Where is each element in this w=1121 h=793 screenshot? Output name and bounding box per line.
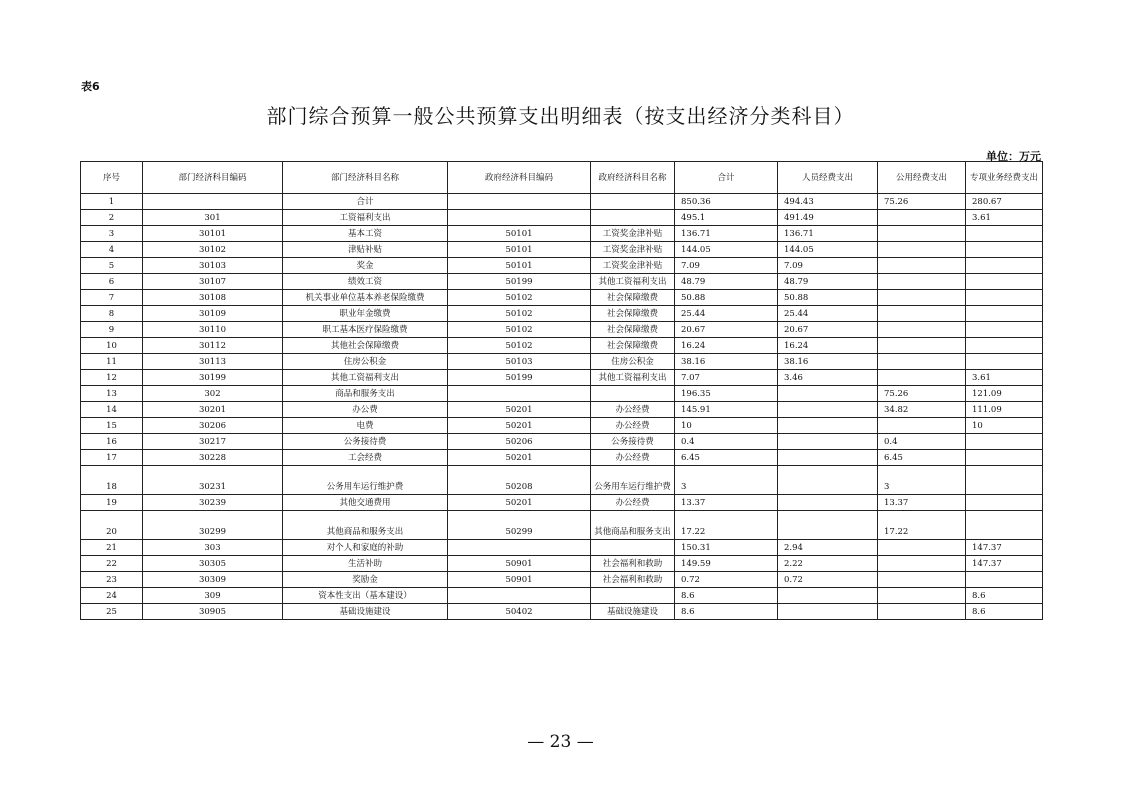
table-cell: 30201 bbox=[143, 402, 283, 418]
table-cell bbox=[966, 258, 1043, 274]
table-row bbox=[81, 556, 1043, 572]
table-cell bbox=[778, 511, 878, 540]
table-row bbox=[81, 434, 1043, 450]
table-cell: 生活补助 bbox=[283, 556, 448, 572]
table-cell: 50102 bbox=[448, 306, 591, 322]
table-cell: 20.67 bbox=[778, 322, 878, 338]
table-cell: 7 bbox=[81, 290, 143, 306]
table-row bbox=[81, 370, 1043, 386]
table-cell bbox=[878, 242, 966, 258]
table-cell: 5 bbox=[81, 258, 143, 274]
table-cell bbox=[878, 306, 966, 322]
table-cell bbox=[778, 402, 878, 418]
table-cell: 奖金 bbox=[283, 258, 448, 274]
table-cell: 50.88 bbox=[778, 290, 878, 306]
table-cell: 19 bbox=[81, 495, 143, 511]
table-cell: 121.09 bbox=[966, 386, 1043, 402]
table-cell: 30113 bbox=[143, 354, 283, 370]
table-cell: 50201 bbox=[448, 495, 591, 511]
table-cell bbox=[966, 274, 1043, 290]
header-cell: 合计 bbox=[675, 162, 778, 194]
table-cell: 38.16 bbox=[675, 354, 778, 370]
table-cell bbox=[878, 604, 966, 620]
table-cell: 280.67 bbox=[966, 194, 1043, 210]
table-cell bbox=[966, 338, 1043, 354]
table-cell: 24 bbox=[81, 588, 143, 604]
table-cell: 30231 bbox=[143, 466, 283, 495]
table-cell: 办公经费 bbox=[591, 450, 675, 466]
table-cell bbox=[778, 450, 878, 466]
table-cell: 136.71 bbox=[675, 226, 778, 242]
table-cell: 社会保障缴费 bbox=[591, 290, 675, 306]
table-cell bbox=[878, 322, 966, 338]
table-cell: 495.1 bbox=[675, 210, 778, 226]
table-cell: 30107 bbox=[143, 274, 283, 290]
table-row bbox=[81, 194, 1043, 210]
table-row bbox=[81, 290, 1043, 306]
table-cell: 25.44 bbox=[675, 306, 778, 322]
table-cell bbox=[448, 194, 591, 210]
table-cell: 30101 bbox=[143, 226, 283, 242]
table-cell: 30299 bbox=[143, 511, 283, 540]
table-cell: 30206 bbox=[143, 418, 283, 434]
header-cell: 公用经费支出 bbox=[878, 162, 966, 194]
table-cell: 494.43 bbox=[778, 194, 878, 210]
table-cell bbox=[966, 495, 1043, 511]
table-cell: 办公经费 bbox=[591, 495, 675, 511]
table-cell bbox=[878, 338, 966, 354]
table-cell: 17.22 bbox=[878, 511, 966, 540]
table-cell: 其他工资福利支出 bbox=[591, 370, 675, 386]
table-cell: 3 bbox=[878, 466, 966, 495]
table-row bbox=[81, 402, 1043, 418]
table-cell: 50102 bbox=[448, 338, 591, 354]
table-cell: 75.26 bbox=[878, 386, 966, 402]
table-cell: 18 bbox=[81, 466, 143, 495]
table-cell: 社会福利和救助 bbox=[591, 572, 675, 588]
table-cell: 17 bbox=[81, 450, 143, 466]
table-cell: 16 bbox=[81, 434, 143, 450]
table-cell: 基本工资 bbox=[283, 226, 448, 242]
table-cell: 职工基本医疗保险缴费 bbox=[283, 322, 448, 338]
table-row bbox=[81, 495, 1043, 511]
table-cell: 10 bbox=[81, 338, 143, 354]
table-cell: 办公经费 bbox=[591, 418, 675, 434]
table-cell: 8.6 bbox=[675, 604, 778, 620]
table-cell: 50901 bbox=[448, 556, 591, 572]
table-row bbox=[81, 466, 1043, 495]
table-cell: 对个人和家庭的补助 bbox=[283, 540, 448, 556]
table-cell bbox=[966, 306, 1043, 322]
table-cell: 公务接待费 bbox=[283, 434, 448, 450]
table-cell bbox=[778, 495, 878, 511]
header-cell: 序号 bbox=[81, 162, 143, 194]
table-cell: 50901 bbox=[448, 572, 591, 588]
table-row bbox=[81, 258, 1043, 274]
table-cell: 20 bbox=[81, 511, 143, 540]
table-cell: 150.31 bbox=[675, 540, 778, 556]
table-cell: 1 bbox=[81, 194, 143, 210]
table-cell bbox=[878, 210, 966, 226]
table-cell: 30110 bbox=[143, 322, 283, 338]
table-row bbox=[81, 572, 1043, 588]
table-cell: 基础设施建设 bbox=[591, 604, 675, 620]
table-cell: 50101 bbox=[448, 242, 591, 258]
table-cell: 其他工资福利支出 bbox=[591, 274, 675, 290]
table-cell bbox=[878, 226, 966, 242]
table-cell: 13.37 bbox=[675, 495, 778, 511]
table-row bbox=[81, 338, 1043, 354]
table-cell: 23 bbox=[81, 572, 143, 588]
table-cell: 50199 bbox=[448, 370, 591, 386]
table-cell bbox=[143, 194, 283, 210]
table-cell: 50199 bbox=[448, 274, 591, 290]
table-cell: 136.71 bbox=[778, 226, 878, 242]
table-cell: 工资奖金津补贴 bbox=[591, 258, 675, 274]
table-cell: 9 bbox=[81, 322, 143, 338]
table-cell: 30108 bbox=[143, 290, 283, 306]
table-cell: 309 bbox=[143, 588, 283, 604]
table-cell: 50102 bbox=[448, 290, 591, 306]
table-cell bbox=[591, 194, 675, 210]
table-cell: 147.37 bbox=[966, 540, 1043, 556]
table-cell: 其他工资福利支出 bbox=[283, 370, 448, 386]
table-cell bbox=[448, 588, 591, 604]
table-row bbox=[81, 418, 1043, 434]
table-label: 表6 bbox=[81, 80, 100, 93]
table-cell: 850.36 bbox=[675, 194, 778, 210]
table-cell bbox=[878, 274, 966, 290]
table-cell: 48.79 bbox=[778, 274, 878, 290]
table-cell bbox=[878, 540, 966, 556]
table-cell: 17.22 bbox=[675, 511, 778, 540]
table-cell bbox=[966, 354, 1043, 370]
table-cell: 144.05 bbox=[675, 242, 778, 258]
table-row bbox=[81, 588, 1043, 604]
table-cell: 3.61 bbox=[966, 210, 1043, 226]
table-cell: 2.22 bbox=[778, 556, 878, 572]
table-cell: 13.37 bbox=[878, 495, 966, 511]
table-cell: 30199 bbox=[143, 370, 283, 386]
table-cell: 50103 bbox=[448, 354, 591, 370]
table-cell: 3 bbox=[675, 466, 778, 495]
table-cell bbox=[966, 450, 1043, 466]
table-cell bbox=[966, 466, 1043, 495]
table-cell: 50101 bbox=[448, 258, 591, 274]
table-cell: 30102 bbox=[143, 242, 283, 258]
table-cell bbox=[778, 434, 878, 450]
table-cell: 社会保障缴费 bbox=[591, 306, 675, 322]
table-cell: 30905 bbox=[143, 604, 283, 620]
table-cell: 50206 bbox=[448, 434, 591, 450]
table-cell: 111.09 bbox=[966, 402, 1043, 418]
table-cell bbox=[878, 290, 966, 306]
page-number: — 23 — bbox=[527, 732, 594, 752]
table-cell: 302 bbox=[143, 386, 283, 402]
table-cell: 22 bbox=[81, 556, 143, 572]
table-cell: 6 bbox=[81, 274, 143, 290]
expenditure-table bbox=[80, 161, 1043, 620]
table-cell bbox=[878, 354, 966, 370]
table-cell: 2.94 bbox=[778, 540, 878, 556]
table-cell: 公务用车运行维护费 bbox=[591, 466, 675, 495]
table-row bbox=[81, 604, 1043, 620]
table-cell bbox=[778, 604, 878, 620]
table-cell bbox=[966, 226, 1043, 242]
table-cell: 303 bbox=[143, 540, 283, 556]
table-cell: 工资奖金津补贴 bbox=[591, 226, 675, 242]
table-cell bbox=[778, 588, 878, 604]
table-cell: 145.91 bbox=[675, 402, 778, 418]
table-cell: 30103 bbox=[143, 258, 283, 274]
table-cell: 8.6 bbox=[675, 588, 778, 604]
table-cell: 21 bbox=[81, 540, 143, 556]
table-cell: 工资奖金津补贴 bbox=[591, 242, 675, 258]
table-cell bbox=[878, 418, 966, 434]
table-row bbox=[81, 450, 1043, 466]
table-cell: 38.16 bbox=[778, 354, 878, 370]
table-cell: 25 bbox=[81, 604, 143, 620]
table-cell bbox=[878, 556, 966, 572]
table-cell: 绩效工资 bbox=[283, 274, 448, 290]
table-row bbox=[81, 306, 1043, 322]
table-cell bbox=[448, 210, 591, 226]
table-cell: 30309 bbox=[143, 572, 283, 588]
table-header-row bbox=[81, 162, 1043, 194]
table-cell: 10 bbox=[675, 418, 778, 434]
header-cell: 政府经济科目名称 bbox=[591, 162, 675, 194]
table-cell bbox=[591, 588, 675, 604]
table-cell: 3 bbox=[81, 226, 143, 242]
table-cell: 职业年金缴费 bbox=[283, 306, 448, 322]
table-cell: 50.88 bbox=[675, 290, 778, 306]
table-cell: 11 bbox=[81, 354, 143, 370]
table-row bbox=[81, 511, 1043, 540]
table-row bbox=[81, 354, 1043, 370]
table-cell: 0.72 bbox=[675, 572, 778, 588]
table-cell: 社会保障缴费 bbox=[591, 322, 675, 338]
table-cell: 2 bbox=[81, 210, 143, 226]
table-cell: 7.09 bbox=[675, 258, 778, 274]
table-cell: 15 bbox=[81, 418, 143, 434]
table-cell: 4 bbox=[81, 242, 143, 258]
table-cell: 10 bbox=[966, 418, 1043, 434]
table-cell: 资本性支出（基本建设） bbox=[283, 588, 448, 604]
table-cell: 12 bbox=[81, 370, 143, 386]
table-cell: 住房公积金 bbox=[283, 354, 448, 370]
table-cell bbox=[591, 540, 675, 556]
table-cell: 30228 bbox=[143, 450, 283, 466]
table-cell bbox=[966, 242, 1043, 258]
table-cell: 0.4 bbox=[878, 434, 966, 450]
table-cell bbox=[591, 210, 675, 226]
table-cell bbox=[778, 466, 878, 495]
table-cell bbox=[966, 572, 1043, 588]
table-cell: 14 bbox=[81, 402, 143, 418]
table-cell: 7.09 bbox=[778, 258, 878, 274]
header-cell: 人员经费支出 bbox=[778, 162, 878, 194]
table-cell: 13 bbox=[81, 386, 143, 402]
table-cell: 30305 bbox=[143, 556, 283, 572]
table-cell: 奖励金 bbox=[283, 572, 448, 588]
table-cell: 16.24 bbox=[778, 338, 878, 354]
table-cell: 其他社会保障缴费 bbox=[283, 338, 448, 354]
table-row bbox=[81, 210, 1043, 226]
table-cell: 8.6 bbox=[966, 604, 1043, 620]
table-cell: 其他商品和服务支出 bbox=[591, 511, 675, 540]
header-cell: 部门经济科目名称 bbox=[283, 162, 448, 194]
table-cell: 住房公积金 bbox=[591, 354, 675, 370]
table-cell: 其他商品和服务支出 bbox=[283, 511, 448, 540]
table-cell: 3.61 bbox=[966, 370, 1043, 386]
page-title: 部门综合预算一般公共预算支出明细表（按支出经济分类科目） bbox=[266, 104, 855, 128]
table-cell: 社会福利和救助 bbox=[591, 556, 675, 572]
table-cell: 0.4 bbox=[675, 434, 778, 450]
table-cell: 30112 bbox=[143, 338, 283, 354]
table-cell: 3.46 bbox=[778, 370, 878, 386]
table-cell: 491.49 bbox=[778, 210, 878, 226]
table-body bbox=[81, 194, 1043, 620]
table-row bbox=[81, 242, 1043, 258]
table-cell: 8 bbox=[81, 306, 143, 322]
table-cell: 工资福利支出 bbox=[283, 210, 448, 226]
table-cell: 公务用车运行维护费 bbox=[283, 466, 448, 495]
table-cell: 25.44 bbox=[778, 306, 878, 322]
table-cell: 30109 bbox=[143, 306, 283, 322]
table-row bbox=[81, 540, 1043, 556]
header-cell: 部门经济科目编码 bbox=[143, 162, 283, 194]
table-cell bbox=[878, 370, 966, 386]
table-cell: 50101 bbox=[448, 226, 591, 242]
table-cell: 合计 bbox=[283, 194, 448, 210]
table-cell: 6.45 bbox=[675, 450, 778, 466]
table-row bbox=[81, 386, 1043, 402]
table-cell: 48.79 bbox=[675, 274, 778, 290]
table-cell bbox=[448, 386, 591, 402]
table-cell: 50201 bbox=[448, 402, 591, 418]
table-cell: 7.07 bbox=[675, 370, 778, 386]
table-cell: 机关事业单位基本养老保险缴费 bbox=[283, 290, 448, 306]
table-cell: 公务接待费 bbox=[591, 434, 675, 450]
table-cell bbox=[966, 290, 1043, 306]
table-cell bbox=[778, 386, 878, 402]
table-cell: 津贴补贴 bbox=[283, 242, 448, 258]
table-cell bbox=[878, 588, 966, 604]
table-cell bbox=[878, 258, 966, 274]
table-cell: 34.82 bbox=[878, 402, 966, 418]
table-cell: 50402 bbox=[448, 604, 591, 620]
table-cell: 电费 bbox=[283, 418, 448, 434]
table-cell: 50102 bbox=[448, 322, 591, 338]
table-cell: 50299 bbox=[448, 511, 591, 540]
table-cell: 75.26 bbox=[878, 194, 966, 210]
table-cell: 社会保障缴费 bbox=[591, 338, 675, 354]
table-cell: 商品和服务支出 bbox=[283, 386, 448, 402]
table-cell: 50201 bbox=[448, 418, 591, 434]
table-cell: 20.67 bbox=[675, 322, 778, 338]
table-cell bbox=[448, 540, 591, 556]
table-cell: 0.72 bbox=[778, 572, 878, 588]
table-cell: 30217 bbox=[143, 434, 283, 450]
table-cell: 8.6 bbox=[966, 588, 1043, 604]
header-cell: 政府经济科目编码 bbox=[448, 162, 591, 194]
table-cell: 办公经费 bbox=[591, 402, 675, 418]
table-cell: 50201 bbox=[448, 450, 591, 466]
table-cell: 149.59 bbox=[675, 556, 778, 572]
table-cell: 50208 bbox=[448, 466, 591, 495]
header-cell: 专项业务经费支出 bbox=[966, 162, 1043, 194]
table-row bbox=[81, 322, 1043, 338]
table-row bbox=[81, 226, 1043, 242]
table-cell bbox=[966, 322, 1043, 338]
table-cell: 196.35 bbox=[675, 386, 778, 402]
table-cell bbox=[778, 418, 878, 434]
table-cell: 办公费 bbox=[283, 402, 448, 418]
table-cell bbox=[591, 386, 675, 402]
table-cell: 30239 bbox=[143, 495, 283, 511]
table-cell: 6.45 bbox=[878, 450, 966, 466]
table-cell: 工会经费 bbox=[283, 450, 448, 466]
table-cell: 16.24 bbox=[675, 338, 778, 354]
table-cell: 301 bbox=[143, 210, 283, 226]
table-cell: 144.05 bbox=[778, 242, 878, 258]
table-cell bbox=[878, 572, 966, 588]
unit-label: 单位：万元 bbox=[986, 150, 1041, 163]
table-row bbox=[81, 274, 1043, 290]
table-cell: 147.37 bbox=[966, 556, 1043, 572]
table-cell bbox=[966, 511, 1043, 540]
table-cell: 其他交通费用 bbox=[283, 495, 448, 511]
table-cell bbox=[966, 434, 1043, 450]
table-cell: 基础设施建设 bbox=[283, 604, 448, 620]
